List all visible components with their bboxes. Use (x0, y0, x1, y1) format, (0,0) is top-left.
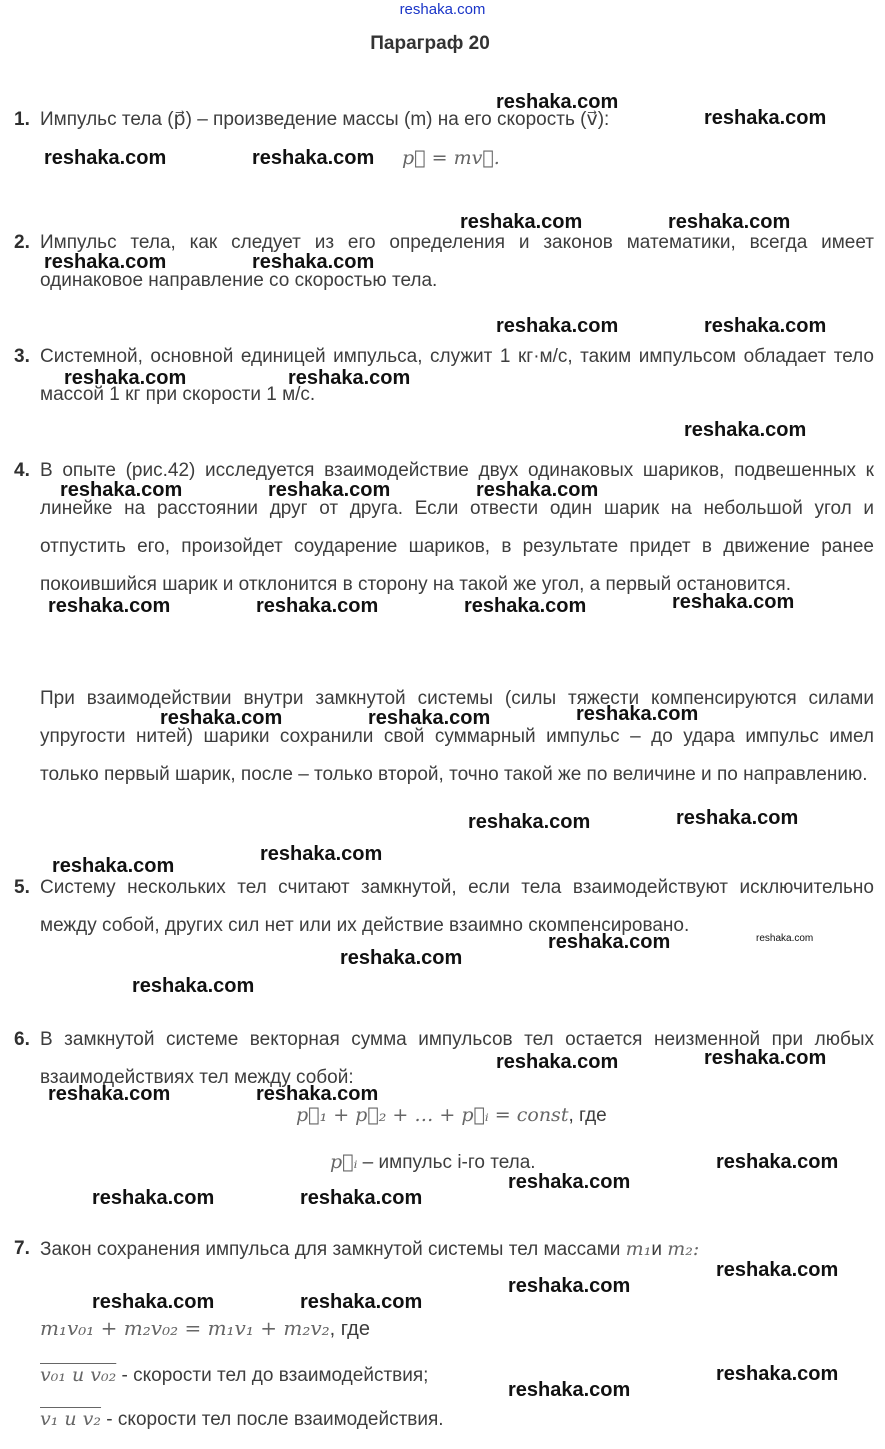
item-number: 3. (14, 346, 30, 367)
watermark: reshaka.com (496, 315, 619, 337)
watermark: reshaka.com (268, 479, 391, 501)
watermark: reshaka.com (716, 1363, 839, 1385)
watermark: reshaka.com (252, 251, 375, 273)
site-header[interactable]: reshaka.com (399, 1, 486, 18)
watermark: reshaka.com (300, 1291, 423, 1313)
item-number: 7. (14, 1238, 30, 1259)
formula-note: p⃗ᵢ – импульс i-го тела. (330, 1151, 536, 1173)
item-number: 4. (14, 460, 30, 481)
item-text: Системной, основной единицей импульса, служит 1 кг·м/с, таким импульсом обладает тело массой 1 кг при скорости 1 м/с. (40, 346, 874, 405)
watermark: reshaka.com (92, 1187, 215, 1209)
item-number: 2. (14, 232, 30, 253)
item-text: Закон сохранения импульса для замкнутой системы тел массами m₁и m₂: (40, 1238, 700, 1260)
watermark: reshaka.com (476, 479, 599, 501)
watermark: reshaka.com (48, 1083, 171, 1105)
watermark: reshaka.com (704, 315, 827, 337)
item-4 (14, 452, 874, 604)
watermark: reshaka.com (464, 595, 587, 617)
watermark: reshaka.com (64, 367, 187, 389)
watermark: reshaka.com (548, 931, 671, 953)
formula-conservation-sum: p⃗₁ + p⃗₂ + … + p⃗ᵢ = const, где (296, 1104, 607, 1126)
watermark: reshaka.com (496, 1051, 619, 1073)
item-text: Систему нескольких тел считают замкнутой, если тела взаимодействуют исключительно между собой, других сил нет или их действие взаимно скомпенсировано. (40, 877, 874, 936)
watermark: reshaka.com (260, 843, 383, 865)
watermark: reshaka.com (684, 419, 807, 441)
watermark: reshaka.com (704, 107, 827, 129)
watermark: reshaka.com (368, 707, 491, 729)
watermark: reshaka.com (508, 1171, 631, 1193)
item-text: Импульс тела (p⃗) – произведение массы (m) на его скорость (v⃗): (40, 109, 610, 130)
watermark: reshaka.com (460, 211, 583, 233)
watermark-small: reshaka.com (756, 933, 814, 944)
item-text: При взаимодействии внутри замкнутой системы (силы тяжести компенсируются силами упругости нитей) шарики сохранили свой суммарный импульс – до удара импульс имел только первый шарик, после – только второй, точно такой же по величине и по направлению. (40, 688, 874, 785)
watermark: reshaka.com (508, 1379, 631, 1401)
item-number: 6. (14, 1029, 30, 1050)
watermark: reshaka.com (256, 595, 379, 617)
watermark: reshaka.com (92, 1291, 215, 1313)
watermark: reshaka.com (252, 147, 375, 169)
item-text: В опыте (рис.42) исследуется взаимодействие двух одинаковых шариков, подвешенных к линейке на расстоянии друг от друга. Если отвести один шарик на небольшой угол и отпустить его, произойдет соударение шариков, в результате придет в движение ранее покоившийся шарик и отклонится в сторону на такой же угол, а первый остановится. (40, 460, 874, 595)
watermark: reshaka.com (716, 1151, 839, 1173)
watermark: reshaka.com (256, 1083, 379, 1105)
item-number: 1. (14, 109, 30, 130)
watermark: reshaka.com (52, 855, 175, 877)
watermark: reshaka.com (468, 811, 591, 833)
watermark: reshaka.com (716, 1259, 839, 1281)
watermark: reshaka.com (340, 947, 463, 969)
watermark: reshaka.com (44, 251, 167, 273)
watermark: reshaka.com (676, 807, 799, 829)
watermark: reshaka.com (132, 975, 255, 997)
item-5 (14, 869, 874, 945)
item-text: Импульс тела, как следует из его определения и законов математики, всегда имеет одинаковое направление со скоростью тела. (40, 232, 874, 291)
watermark: reshaka.com (496, 91, 619, 113)
formula-before: v₀₁ и v₀₂ - скорости тел до взаимодействия; (40, 1364, 429, 1386)
formula-momentum: p⃗ = mv⃗. (402, 147, 500, 169)
formula-law: m₁v₀₁ + m₂v₀₂ = m₁v₁ + m₂v₂, где (40, 1316, 370, 1340)
page-title: Параграф 20 (370, 33, 490, 54)
watermark: reshaka.com (576, 703, 699, 725)
item-4-paragraph-2 (14, 680, 874, 794)
watermark: reshaka.com (48, 595, 171, 617)
watermark: reshaka.com (704, 1047, 827, 1069)
watermark: reshaka.com (160, 707, 283, 729)
watermark: reshaka.com (288, 367, 411, 389)
watermark: reshaka.com (672, 591, 795, 613)
formula-after: v₁ и v₂ - скорости тел после взаимодействия. (40, 1408, 444, 1430)
watermark: reshaka.com (44, 147, 167, 169)
item-number: 5. (14, 877, 30, 898)
watermark: reshaka.com (508, 1275, 631, 1297)
watermark: reshaka.com (60, 479, 183, 501)
item-text: В замкнутой системе векторная сумма импульсов тел остается неизменной при любых взаимодействиях тел между собой: (40, 1029, 874, 1088)
watermark: reshaka.com (668, 211, 791, 233)
watermark: reshaka.com (300, 1187, 423, 1209)
